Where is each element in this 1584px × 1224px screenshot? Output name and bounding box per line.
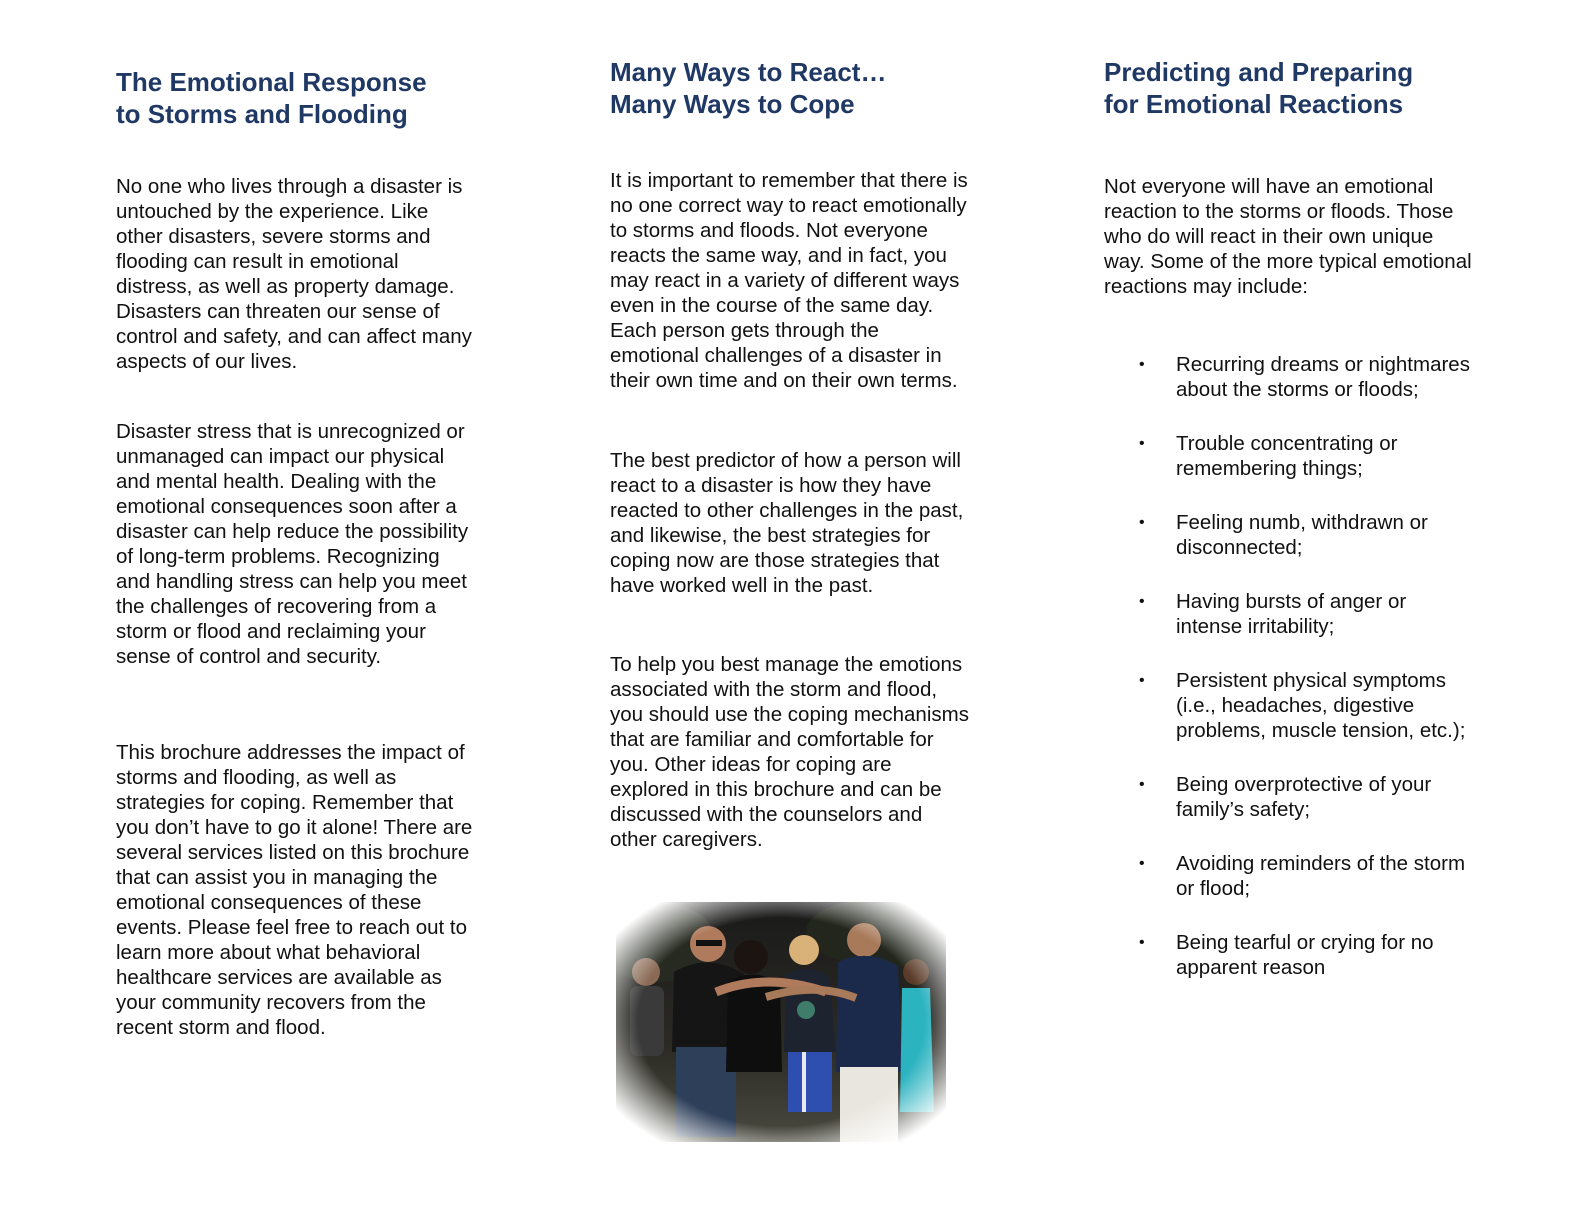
bullet-icon: • — [1139, 514, 1145, 531]
bullet-icon: • — [1139, 435, 1145, 452]
paragraph: This brochure addresses the impact of storms and flooding, as well as strategies for coping. Remember that you don’t have to go it alone! There are several services listed on this brochure that can assist you in managing the emotional consequences of these events. Please feel free to reach out to learn more about what behavioral healthcare services are available as your community recovers from the recent storm and flood. — [116, 741, 473, 1039]
bullet-icon: • — [1139, 593, 1145, 610]
heading-emotional-response: The Emotional Response to Storms and Flooding — [116, 67, 427, 129]
list-item: • Being tearful or crying for no apparent reason — [1139, 931, 1434, 979]
list-item: • Trouble concentrating or remembering things; — [1139, 432, 1398, 480]
reactions-list — [1104, 352, 1474, 1009]
paragraph: To help you best manage the emotions associated with the storm and flood, you should use the coping mechanisms that are familiar and comfortable for you. Other ideas for coping are explored in this brochure and can be discussed with the counselors and other caregivers. — [610, 653, 969, 851]
list-item: • Having bursts of anger or intense irritability; — [1139, 590, 1407, 638]
bullet-icon: • — [1139, 672, 1145, 689]
group-hug-photo — [616, 902, 946, 1142]
paragraph: Disaster stress that is unrecognized or unmanaged can impact our physical and mental health. Dealing with the emotional consequences soon after a disaster can help reduce the possibility of long-term problems. Recognizing and handling stress can help you meet the challenges of recovering from a storm or flood and reclaiming your sense of control and security. — [116, 420, 469, 668]
intro-paragraph: Not everyone will have an emotional reaction to the storms or floods. Those who do will react in their own unique way. Some of the more typical emotional reactions may include: — [1104, 175, 1472, 298]
list-item: • Being overprotective of your family’s safety; — [1139, 773, 1432, 821]
list-item: • Recurring dreams or nightmares about the storms or floods; — [1139, 353, 1470, 401]
bullet-icon: • — [1139, 776, 1145, 793]
paragraph: The best predictor of how a person will react to a disaster is how they have reacted to other challenges in the past, and likewise, the best strategies for coping now are those strategies that have worked well in the past. — [610, 449, 964, 597]
bullet-icon: • — [1139, 934, 1145, 951]
paragraph: It is important to remember that there is no one correct way to react emotionally to storms and floods. Not everyone reacts the same way, and in fact, you may react in a variety of different ways even in the course of the same day. Each person gets through the emotional challenges of a disaster in their own time and on their own terms. — [610, 169, 968, 392]
heading-many-ways: Many Ways to React… Many Ways to Cope — [610, 57, 887, 119]
list-item: • Feeling numb, withdrawn or disconnected; — [1139, 511, 1428, 559]
bullet-icon: • — [1139, 356, 1145, 373]
list-item: • Avoiding reminders of the storm or flood; — [1139, 852, 1466, 900]
bullet-icon: • — [1139, 855, 1145, 872]
paragraph: No one who lives through a disaster is untouched by the experience. Like other disasters, severe storms and flooding can result in emotional distress, as well as property damage. Disasters can threaten our sense of control and safety, and can affect many aspects of our lives. — [116, 175, 472, 373]
list-item: • Persistent physical symptoms (i.e., headaches, digestive problems, muscle tension, etc.); — [1139, 669, 1466, 742]
heading-predicting: Predicting and Preparing for Emotional Reactions — [1104, 57, 1414, 119]
